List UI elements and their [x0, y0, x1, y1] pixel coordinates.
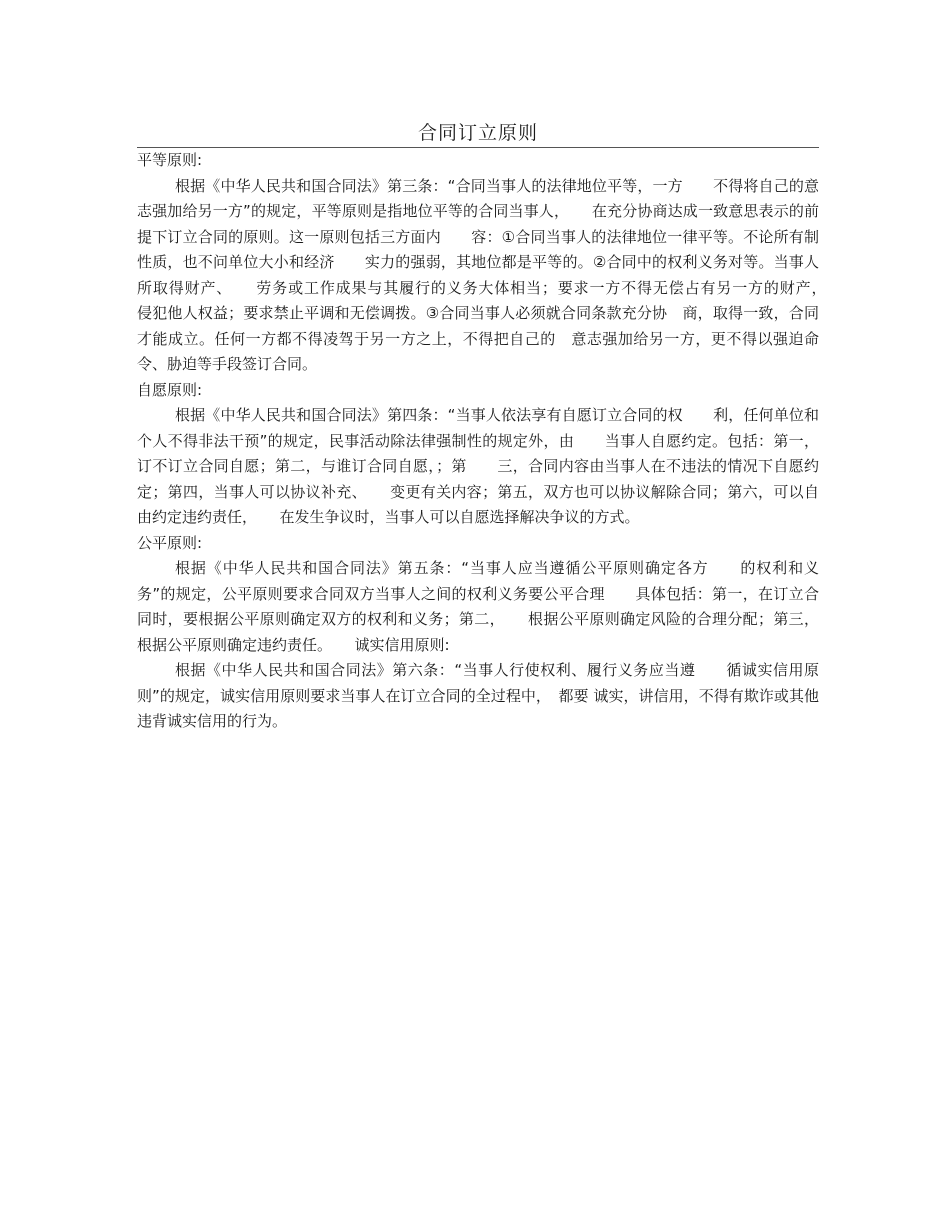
paragraph-good-faith: 根据《中华人民共和国合同法》第六条：“当事人行使权利、履行义务应当遵 循诚实信用原则”的规定，诚实信用原则要求当事人在订立合同的全过程中， 都要 诚实，讲信用，不得有欺诈或其他违背诚实信用的行为。	[137, 661, 819, 730]
section-equality	[137, 148, 850, 378]
section-heading-voluntary: 自愿原则:	[137, 380, 203, 399]
section-fairness	[137, 531, 819, 659]
section-heading-equality: 平等原则:	[137, 151, 203, 169]
section-good-faith	[137, 658, 819, 735]
document-title: 合同订立原则	[137, 118, 819, 148]
paragraph-voluntary: 根据《中华人民共和国合同法》第四条：“当事人依法享有自愿订立合同的权 利，任何单位和个人不得非法干预”的规定，民事活动除法律强制性的规定外，由 当事人自愿约定。包括：第一，订不订立合同自愿；第二，与谁订合同自愿，；第 三，合同内容由当事人在不违法的情况下自愿约定；第四，当事人可以协议补充、 变更有关内容；第五，双方也可以协议解除合同；第六，可以自由约定违约责任， 在发生争议时，当事人可以自愿选择解决争议的方式。	[137, 406, 819, 526]
document-page	[137, 118, 850, 735]
paragraph-fairness: 根据《中华人民共和国合同法》第五条：“当事人应当遵循公平原则确定各方 的权利和义务”的规定，公平原则要求合同双方当事人之间的权利义务要公平合理 具体包括：第一，在订立合同时，要根据公平原则确定双方的权利和义务；第二， 根据公平原则确定风险的合理分配；第三，根据公平原则确定违约责任。 诚实信用原则:	[137, 559, 819, 654]
paragraph-equality: 根据《中华人民共和国合同法》第三条：“合同当事人的法律地位平等，一方 不得将自己的意志强加给另一方”的规定，平等原则是指地位平等的合同当事人， 在充分协商达成一致意思表示的前提下订立合同的原则。这一原则包括三方面内 容：①合同当事人的法律地位一律平等。不论所有制性质，也不问单位大小和经济 实力的强弱，其地位都是平等的。②合同中的权利义务对等。当事人所取得财产、 劳务或工作成果与其履行的义务大体相当；要求一方不得无偿占有另一方的财产， 侵犯他人权益；要求禁止平调和无偿调拨。③合同当事人必须就合同条款充分协 商，取得一致，合同才能成立。任何一方都不得凌驾于另一方之上，不得把自己的 意志强加给另一方，更不得以强迫命令、胁迫等手段签订合同。	[137, 176, 850, 373]
section-voluntary	[137, 378, 819, 531]
section-heading-fairness: 公平原则:	[137, 533, 203, 552]
